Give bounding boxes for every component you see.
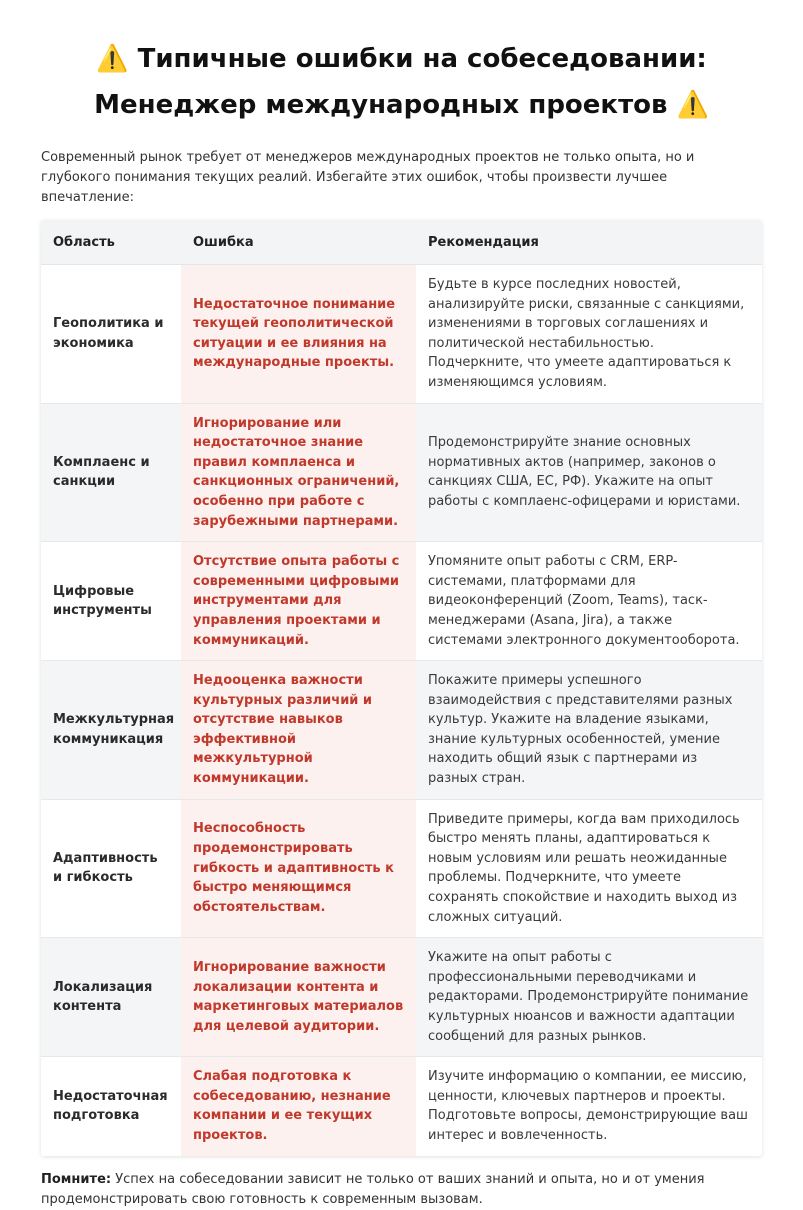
row-recommendation-cell: Укажите на опыт работы с профессиональными переводчиками и редакторами. Продемонстрируйте понимание культурных нюансов и важности адаптации сообщений для разных рынков.: [416, 938, 762, 1057]
table-header-row: [41, 220, 762, 265]
intro-paragraph: Современный рынок требует от менеджеров международных проектов не только опыта, но и глубокого понимания текущих реалий. Избегайте этих ошибок, чтобы произвести лучшее впечатление:: [41, 150, 695, 205]
row-recommendation-cell: Продемонстрируйте знание основных нормативных актов (например, законов о санкциях США, ЕС, РФ). Укажите на опыт работы с комплаенс-офицерами и юристами.: [416, 403, 762, 542]
row-area-cell: Цифровые инструменты: [41, 542, 181, 661]
table-row: [41, 403, 762, 542]
row-recommendation-cell: Покажите примеры успешного взаимодействия с представителями разных культур. Укажите на владение языками, знание культурных особенностей, умение находить общий язык с партнерами из разных стран.: [416, 661, 762, 800]
mistakes-table-container: [41, 220, 762, 1156]
column-header-mistake: Ошибка: [181, 220, 416, 265]
table-row: [41, 1057, 762, 1156]
row-recommendation-cell: Упомяните опыт работы с CRM, ERP-системами, платформами для видеоконференций (Zoom, Teams), таск-менеджерами (Asana, Jira), а также системами электронного документооборота.: [416, 542, 762, 661]
page-title-line-2: Менеджер международных проектов ⚠️: [94, 90, 709, 120]
reminder-label: Помните:: [41, 1171, 112, 1187]
table-row: [41, 661, 762, 800]
row-area-cell: Недостаточная подготовка: [41, 1057, 181, 1156]
row-mistake-cell: Неспособность продемонстрировать гибкость и адаптивность к быстро меняющимся обстоятельствам.: [181, 799, 416, 938]
table-header: [41, 220, 762, 265]
row-area-cell: Межкультурная коммуникация: [41, 661, 181, 800]
mistakes-table: [41, 220, 762, 1156]
row-mistake-cell: Недостаточное понимание текущей геополитической ситуации и ее влияния на международные проекты.: [181, 265, 416, 404]
row-area-cell: Геополитика и экономика: [41, 265, 181, 404]
row-area-cell: Локализация контента: [41, 938, 181, 1057]
row-recommendation-cell: Приведите примеры, когда вам приходилось быстро менять планы, адаптироваться к новым условиям или решать неожиданные проблемы. Подчеркните, что умеете сохранять спокойствие и находить выход из сложных ситуаций.: [416, 799, 762, 938]
row-mistake-cell: Игнорирование важности локализации контента и маркетинговых материалов для целевой аудитории.: [181, 938, 416, 1057]
reminder-note: [41, 1170, 762, 1210]
table-row: [41, 265, 762, 404]
row-area-cell: Комплаенс и санкции: [41, 403, 181, 542]
column-header-area: Область: [41, 220, 181, 265]
column-header-recommendation: Рекомендация: [416, 220, 762, 265]
row-mistake-cell: Отсутствие опыта работы с современными цифровыми инструментами для управления проектами и коммуникаций.: [181, 542, 416, 661]
row-mistake-cell: Недооценка важности культурных различий и отсутствие навыков эффективной межкультурной коммуникации.: [181, 661, 416, 800]
page-title: [41, 0, 762, 128]
reminder-text: Успех на собеседовании зависит не только от ваших знаний и опыта, но и от умения продемонстрировать свою готовность к современным вызовам.: [41, 1171, 705, 1207]
page-title-line-1: ⚠️ Типичные ошибки на собеседовании:: [96, 44, 707, 74]
row-recommendation-cell: Изучите информацию о компании, ее миссию, ценности, ключевых партнеров и проекты. Подготовьте вопросы, демонстрирующие ваш интерес и вовлеченность.: [416, 1057, 762, 1156]
table-body: [41, 265, 762, 1156]
table-row: [41, 799, 762, 938]
row-mistake-cell: Игнорирование или недостаточное знание правил комплаенса и санкционных ограничений, особенно при работе с зарубежными партнерами.: [181, 403, 416, 542]
row-recommendation-cell: Будьте в курсе последних новостей, анализируйте риски, связанные с санкциями, изменениями в торговых соглашениях и политической нестабильностью. Подчеркните, что умеете адаптироваться к изменяющимся условиям.: [416, 265, 762, 404]
table-row: [41, 542, 762, 661]
row-area-cell: Адаптивность и гибкость: [41, 799, 181, 938]
table-row: [41, 938, 762, 1057]
row-mistake-cell: Слабая подготовка к собеседованию, незнание компании и ее текущих проектов.: [181, 1057, 416, 1156]
